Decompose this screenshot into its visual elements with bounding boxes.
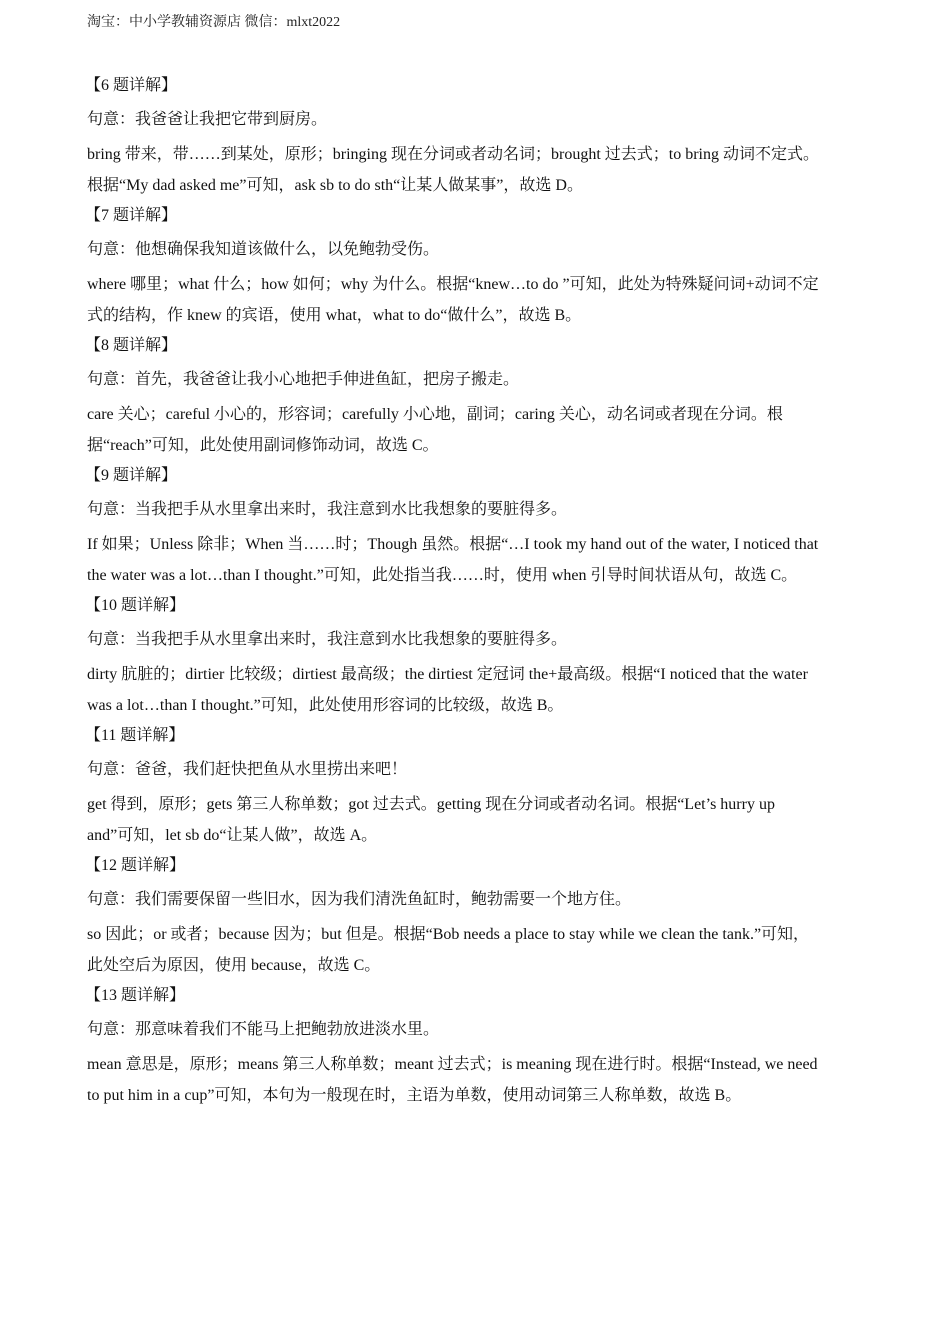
- question-12-explanation-line-1: so 因此；or 或者；because 因为；but 但是。根据“Bob needs a place to stay while we clean the tank.”可知，: [87, 926, 810, 943]
- question-11-explanation-line-2: and”可知，let sb do“让某人做”，故选 A。: [87, 827, 378, 844]
- question-7-meaning: 句意：他想确保我知道该做什么，以免鲍勃受伤。: [87, 241, 440, 258]
- question-9-explanation-line-1: If 如果；Unless 除非；When 当……时；Though 虽然。根据“…I took my hand out of the water, I noticed that: [87, 536, 819, 553]
- question-11-explanation-line-1: get 得到，原形；gets 第三人称单数；got 过去式。getting 现在分词或者动名词。根据“Let’s hurry up: [87, 796, 775, 813]
- question-12-section: [87, 855, 867, 984]
- question-11-heading: 【11 题详解】: [85, 727, 185, 744]
- question-9-heading: 【9 题详解】: [85, 467, 178, 484]
- question-6-heading: 【6 题详解】: [85, 77, 178, 94]
- question-7-section: [87, 205, 867, 334]
- question-8-explanation-line-2: 据“reach”可知，此处使用副词修饰动词，故选 C。: [87, 437, 439, 454]
- question-13-section: [87, 985, 867, 1114]
- question-8-explanation-line-1: care 关心；careful 小心的，形容词；carefully 小心地，副词；caring 关心，动名词或者现在分词。根: [87, 406, 783, 423]
- document-body: [87, 75, 867, 1115]
- question-8-heading: 【8 题详解】: [85, 337, 178, 354]
- question-6-explanation-line-2: 根据“My dad asked me”可知，ask sb to do sth“让某人做某事”，故选 D。: [87, 177, 583, 194]
- question-6-meaning: 句意：我爸爸让我把它带到厨房。: [87, 111, 328, 128]
- question-12-meaning: 句意：我们需要保留一些旧水，因为我们清洗鱼缸时，鲍勃需要一个地方住。: [87, 891, 632, 908]
- question-10-explanation-line-2: was a lot…than I thought.”可知，此处使用形容词的比较级，故选 B。: [87, 697, 564, 714]
- question-13-meaning: 句意：那意味着我们不能马上把鲍勃放进淡水里。: [87, 1021, 440, 1038]
- question-13-explanation-line-2: to put him in a cup”可知，本句为一般现在时，主语为单数，使用动词第三人称单数，故选 B。: [87, 1087, 742, 1104]
- question-10-meaning: 句意：当我把手从水里拿出来时，我注意到水比我想象的要脏得多。: [87, 631, 568, 648]
- question-7-explanation-line-2: 式的结构，作 knew 的宾语，使用 what，what to do“做什么”，故选 B。: [87, 307, 582, 324]
- question-8-meaning: 句意：首先，我爸爸让我小心地把手伸进鱼缸，把房子搬走。: [87, 371, 520, 388]
- question-11-section: [87, 725, 867, 854]
- question-12-heading: 【12 题详解】: [85, 857, 186, 874]
- question-10-explanation-line-1: dirty 肮脏的；dirtier 比较级；dirtiest 最高级；the dirtiest 定冠词 the+最高级。根据“I noticed that the water: [87, 666, 808, 683]
- question-6-section: [87, 75, 867, 204]
- question-9-meaning: 句意：当我把手从水里拿出来时，我注意到水比我想象的要脏得多。: [87, 501, 568, 518]
- question-8-section: [87, 335, 867, 464]
- question-6-explanation-line-1: bring 带来，带……到某处，原形；bringing 现在分词或者动名词；brought 过去式；to bring 动词不定式。: [87, 146, 819, 163]
- question-10-heading: 【10 题详解】: [85, 597, 186, 614]
- question-9-section: [87, 465, 867, 594]
- question-13-heading: 【13 题详解】: [85, 987, 186, 1004]
- question-13-explanation-line-1: mean 意思是，原形；means 第三人称单数；meant 过去式；is meaning 现在进行时。根据“Instead, we need: [87, 1056, 818, 1073]
- question-7-explanation-line-1: where 哪里；what 什么；how 如何；why 为什么。根据“knew…to do ”可知，此处为特殊疑问词+动词不定: [87, 276, 819, 293]
- question-11-meaning: 句意：爸爸，我们赶快把鱼从水里捞出来吧！: [87, 761, 408, 778]
- question-7-heading: 【7 题详解】: [85, 207, 178, 224]
- page-header-watermark: 淘宝：中小学教辅资源店 微信：mlxt2022: [87, 15, 341, 30]
- question-9-explanation-line-2: the water was a lot…than I thought.”可知，此处指当我……时，使用 when 引导时间状语从句，故选 C。: [87, 567, 798, 584]
- question-12-explanation-line-2: 此处空后为原因，使用 because，故选 C。: [87, 957, 381, 974]
- question-10-section: [87, 595, 867, 724]
